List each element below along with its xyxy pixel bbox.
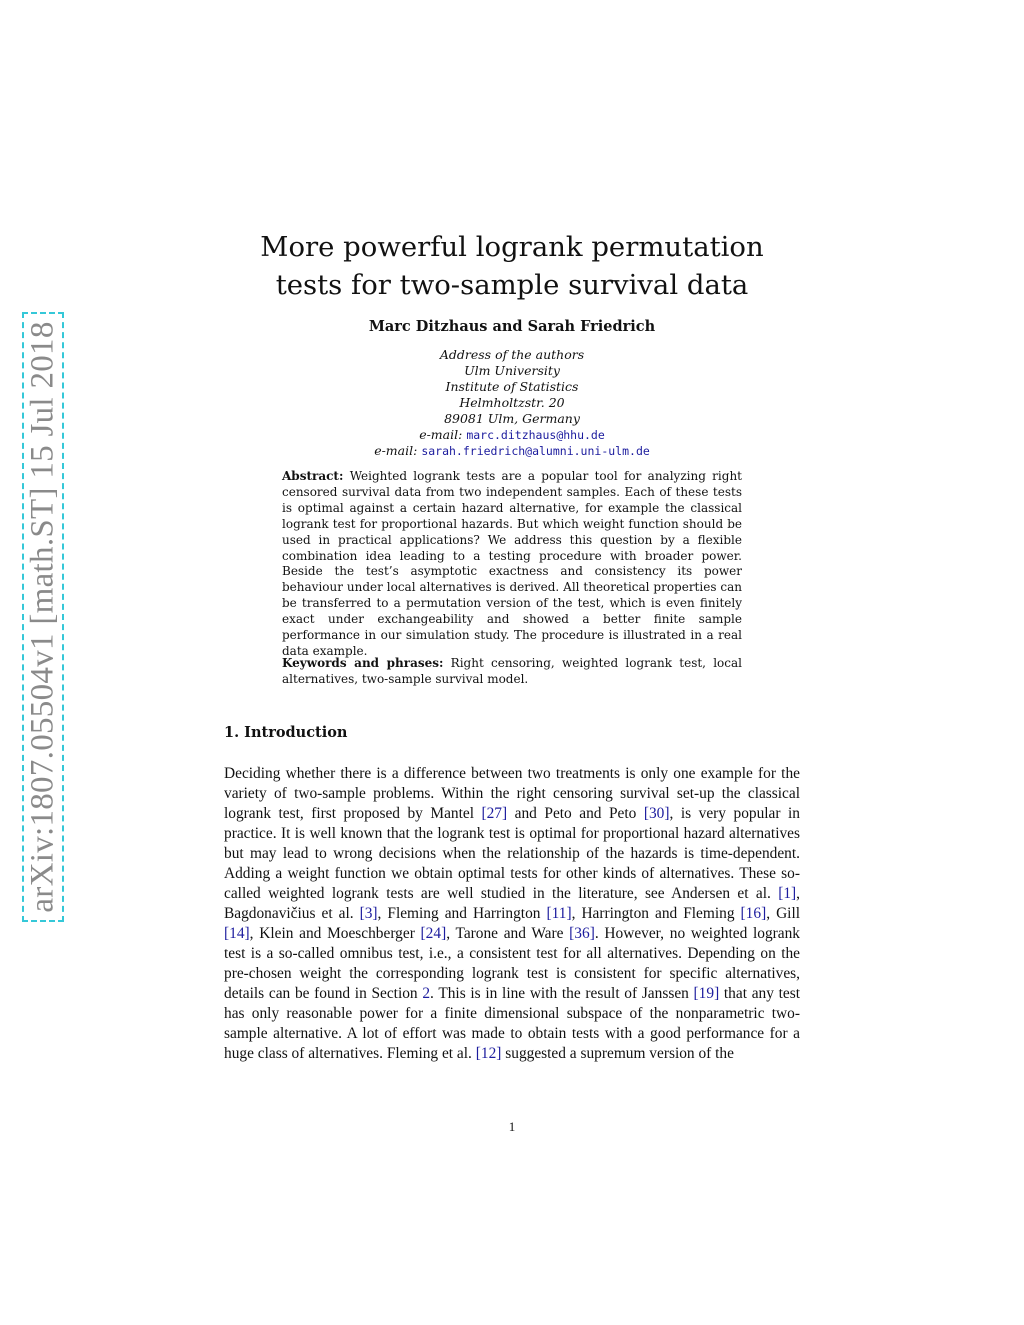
body-text: Deciding whether there is a difference between two treatments is only one example for the variety of two-sample problems. Within the right censoring survival set-up the classical logrank test, first proposed by Mantel <box>224 765 800 822</box>
keywords-label: Keywords and phrases: <box>282 656 444 670</box>
citation-link[interactable]: [19] <box>693 985 720 1002</box>
body-text: , Bagdonavičius et al. <box>224 885 800 922</box>
author-list: Marc Ditzhaus and Sarah Friedrich <box>368 318 656 335</box>
body-text: . However, no weighted logrank test is a so-called omnibus test, i.e., a consistent test for all alternatives. Depending on the pre-chosen weight the corresponding logrank test is consistent for specific alternatives, details can be found in Section <box>224 925 800 1002</box>
body-text: . This is in line with the result of Janssen <box>430 985 694 1002</box>
section-heading-introduction: 1. Introduction <box>224 724 348 741</box>
email-label: e-mail: <box>419 427 463 442</box>
email-label: e-mail: <box>374 443 418 458</box>
citation-link[interactable]: [3] <box>359 905 378 922</box>
title-line-2: tests for two-sample survival data <box>275 269 749 301</box>
abstract <box>282 469 742 660</box>
body-text: , Gill <box>766 905 801 922</box>
page-number: 1 <box>508 1119 516 1134</box>
keywords-text: Right censoring, weighted logrank test, local alternatives, two-sample survival model. <box>282 656 742 686</box>
abstract-text: Weighted logrank tests are a popular tool for analyzing right censored survival data from two independent samples. Each of these tests is optimal against a certain hazard alternative, for example the classical logrank test for proportional hazards. But which weight function should be used in practical applications? We address this question by a flexible combination idea leading to a testing procedure with broader power. Beside the test’s asymptotic exactness and consistency its power behaviour under local alternatives is derived. All theoretical properties can be transferred to a permutation version of the test, which is even finitely exact under exchangeability and showed a better finite sample performance in our simulation study. The procedure is illustrated in a real data example. <box>282 469 742 658</box>
body-text: and Peto and Peto <box>507 805 644 822</box>
introduction-paragraph <box>224 764 800 1064</box>
title-line-1: More powerful logrank permutation <box>260 231 764 263</box>
citation-link[interactable]: [1] <box>778 885 797 902</box>
body-text: , Harrington and Fleming <box>571 905 741 922</box>
paper-title <box>212 228 812 304</box>
citation-link[interactable]: [30] <box>643 805 670 822</box>
citation-link[interactable]: [27] <box>481 805 508 822</box>
keywords <box>282 656 742 688</box>
author-address <box>212 347 812 459</box>
email-link-ditzhaus[interactable]: marc.ditzhaus@hhu.de <box>466 428 605 442</box>
citation-link[interactable]: [16] <box>740 905 767 922</box>
email-link-friedrich[interactable]: sarah.friedrich@alumni.uni-ulm.de <box>421 444 650 458</box>
citation-link[interactable]: [11] <box>546 905 572 922</box>
address-line: Helmholtzstr. 20 <box>459 395 565 410</box>
arxiv-identifier-stamp <box>22 312 64 922</box>
body-text: suggested a supremum version of the <box>501 1045 734 1062</box>
abstract-label: Abstract: <box>282 469 344 483</box>
citation-link[interactable]: [12] <box>475 1045 502 1062</box>
section-reference-link[interactable]: 2 <box>422 985 431 1002</box>
address-line: 89081 Ulm, Germany <box>444 411 580 426</box>
email-line-2 <box>212 443 812 459</box>
citation-link[interactable]: [14] <box>224 925 250 942</box>
address-line: Institute of Statistics <box>445 379 579 394</box>
body-text: , Fleming and Harrington <box>377 905 547 922</box>
email-line-1 <box>212 427 812 443</box>
citation-link[interactable]: [36] <box>569 925 595 942</box>
arxiv-identifier: arXiv:1807.05504v1 [math.ST] 15 Jul 2018 <box>24 321 61 913</box>
body-text: that any test has only reasonable power for a finite dimensional subspace of the nonparametric two-sample alternative. A lot of effort was made to obtain tests with a good performance for a huge class of alternatives. Fleming et al. <box>224 985 800 1062</box>
address-line: Ulm University <box>464 363 560 378</box>
body-text: , Tarone and Ware <box>446 925 570 942</box>
body-text: , is very popular in practice. It is well known that the logrank test is optimal for proportional hazard alternatives but may lead to wrong decisions when the relationship of the hazards is time-dependent. Adding a weight function we obtain optimal tests for other kinds of alternatives. These so-called weighted logrank tests are well studied in the literature, see Andersen et al. <box>224 805 800 902</box>
citation-link[interactable]: [24] <box>420 925 447 942</box>
address-line: Address of the authors <box>439 347 585 362</box>
body-text: , Klein and Moeschberger <box>249 925 421 942</box>
